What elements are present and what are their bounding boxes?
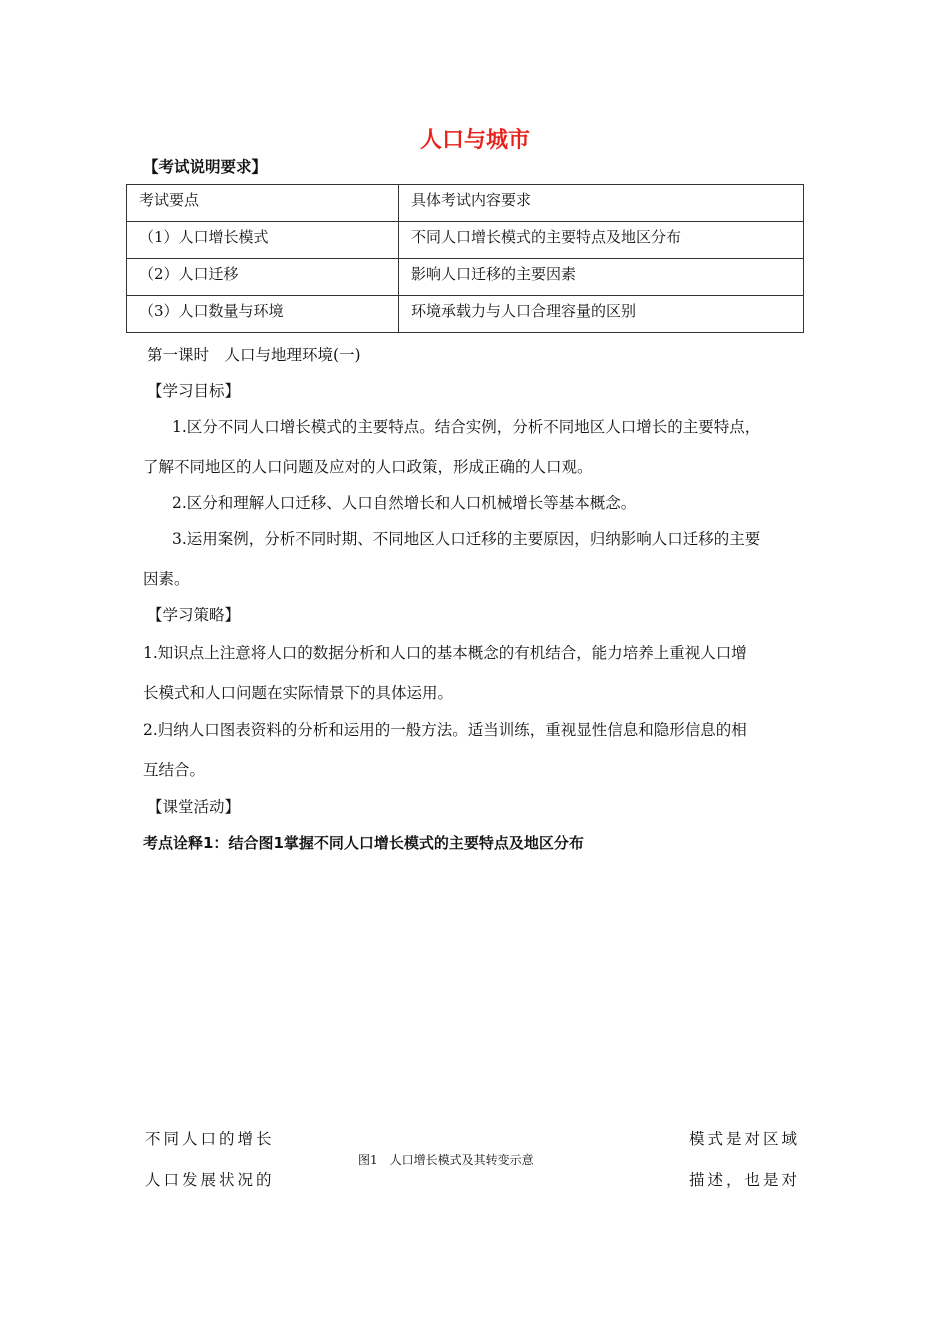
- table-cell: （3）人口数量与环境: [127, 296, 399, 333]
- table-row: [127, 259, 804, 296]
- objectives-header: 【学习目标】: [147, 382, 241, 400]
- table-cell: （2）人口迁移: [127, 259, 399, 296]
- strategy-item-1-cont: 长模式和人口问题在实际情景下的具体运用。: [143, 684, 454, 702]
- table-cell: 影响人口迁移的主要因素: [399, 259, 804, 296]
- body-text-left-1: 不同人口的增长: [145, 1130, 275, 1148]
- table-cell: （1）人口增长模式: [127, 222, 399, 259]
- table-cell: 不同人口增长模式的主要特点及地区分布: [399, 222, 804, 259]
- table-header-cell: 考试要点: [127, 185, 399, 222]
- strategy-item-2: 2.归纳人口图表资料的分析和运用的一般方法。适当训练，重视显性信息和隐形信息的相: [143, 721, 747, 739]
- exam-section-header: 【考试说明要求】: [143, 158, 268, 176]
- table-cell: 环境承载力与人口合理容量的区别: [399, 296, 804, 333]
- table-header-cell: 具体考试内容要求: [399, 185, 804, 222]
- table-header-row: [127, 185, 804, 222]
- objective-item-2: 2.区分和理解人口迁移、人口自然增长和人口机械增长等基本概念。: [172, 494, 637, 512]
- lesson-title: 第一课时 人口与地理环境(一): [147, 346, 361, 364]
- objective-item-1: 1.区分不同人口增长模式的主要特点。结合实例，分析不同地区人口增长的主要特点，: [172, 418, 761, 436]
- strategy-item-1: 1.知识点上注意将人口的数据分析和人口的基本概念的有机结合，能力培养上重视人口增: [143, 644, 747, 662]
- objective-item-3: 3.运用案例，分析不同时期、不同地区人口迁移的主要原因，归纳影响人口迁移的主要: [172, 530, 761, 548]
- strategy-header: 【学习策略】: [147, 606, 241, 624]
- body-text-right-2: 描述，也是对: [689, 1171, 801, 1189]
- activity-header: 【课堂活动】: [147, 798, 241, 816]
- objective-item-3-cont: 因素。: [143, 570, 190, 588]
- body-text-right-1: 模式是对区域: [689, 1130, 801, 1148]
- strategy-item-2-cont: 互结合。: [143, 761, 206, 779]
- table-row: [127, 222, 804, 259]
- table-row: [127, 296, 804, 333]
- body-text-left-2: 人口发展状况的: [145, 1171, 275, 1189]
- objective-item-1-cont: 了解不同地区的人口问题及应对的人口政策，形成正确的人口观。: [143, 458, 593, 476]
- exam-point-1: 考点诠释1：结合图1掌握不同人口增长模式的主要特点及地区分布: [143, 834, 584, 852]
- page-title: 人口与城市: [419, 128, 530, 153]
- exam-requirements-table: [126, 184, 804, 333]
- figure-caption: 图1 人口增长模式及其转变示意: [358, 1153, 534, 1167]
